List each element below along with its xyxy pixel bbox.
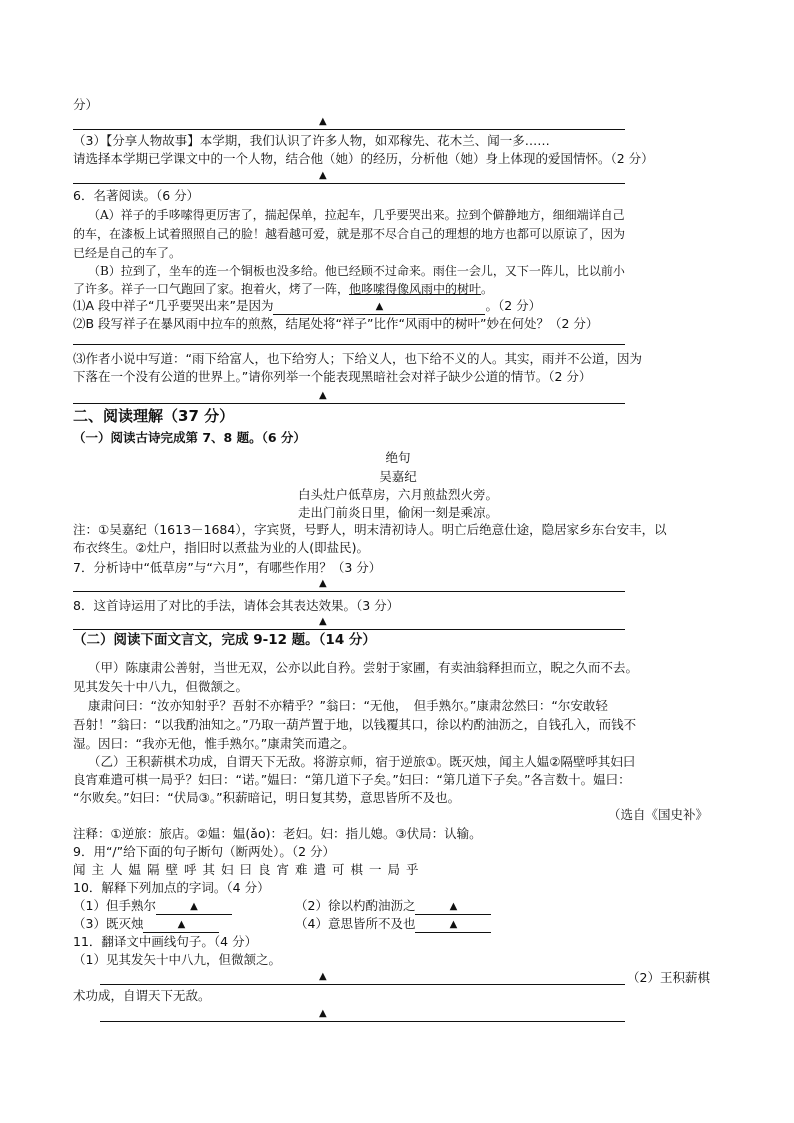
answer-line[interactable]: [73, 332, 625, 345]
poem-note: 布衣终生。②灶户，指旧时以煮盐为业的人(即盐民)。: [73, 540, 369, 555]
answer-marker: ▲: [319, 578, 327, 589]
passage-notes: 注释：①逆旅：旅店。②媪：媪(ǎo)：老妇。妇：指儿媳。③伏局：认输。: [73, 826, 482, 841]
question-10-2-stem: （2）徐以杓酌油沥之: [295, 898, 416, 913]
section-title: 二、阅读理解（37 分）: [73, 407, 235, 425]
answer-line[interactable]: [100, 972, 625, 985]
answer-marker: ▲: [319, 1008, 327, 1019]
excerpt-b-line: （B）拉到了，坐车的连一个铜板也没多给。他已经顾不过命来。雨住一会儿，又下一阵儿，比以前小: [88, 264, 625, 278]
question-11: 11．翻译文中画线句子。（4 分）: [73, 934, 258, 949]
passage-jia: 吾射！”翁曰：“以我酌油知之。”乃取一葫芦置于地，以钱覆其口，徐以杓酌油沥之，自钱孔入，而钱不: [73, 717, 637, 732]
question-6-1-score: 。（2 分）: [485, 298, 542, 313]
answer-line[interactable]: [100, 1009, 625, 1022]
answer-marker: ▲: [319, 971, 327, 982]
answer-marker: ▲: [319, 116, 327, 127]
excerpt-a-line: （A）祥子的手哆嗦得更厉害了，揣起保单，拉起车，几乎要哭出来。拉到个僻静地方，细细端详自己: [88, 208, 625, 222]
question-6-1-stem: ⑴A 段中祥子“几乎要哭出来”是因为: [73, 298, 274, 313]
question-7: 7．分析诗中“低草房”与“六月”，有哪些作用？（3 分）: [73, 560, 382, 575]
poem-line: 白头灶户低草房，六月煎盐烈火旁。: [297, 487, 498, 502]
excerpt-b-text: 。: [481, 282, 494, 296]
question-6-2: ⑵B 段写祥子在暴风雨中拉车的煎熬，结尾处将“祥子”比作“风雨中的树叶”妙在何处？（2 分）: [73, 316, 599, 331]
answer-blank[interactable]: ▲: [156, 900, 232, 915]
answer-blank[interactable]: ▲: [273, 300, 485, 315]
question-10-1: [73, 897, 232, 915]
answer-marker: ▲: [319, 390, 327, 401]
question-10-3-stem: （3）既灭烛: [73, 916, 144, 931]
question-9-sentence[interactable]: 闻主人媪隔壁呼其妇曰良宵难遣可棋一局乎: [73, 862, 425, 877]
passage-jia: 见其发矢十中八九，但微颔之。: [73, 679, 249, 694]
question-5-3: （3）【分享人物故事】本学期，我们认识了许多人物，如邓稼先、花木兰、闻一多……: [73, 133, 550, 148]
text-line: 分）: [73, 97, 99, 112]
question-10-2: [295, 897, 491, 915]
part-2-title: （二）阅读下面文言文，完成 9-12 题。（14 分）: [73, 632, 376, 648]
question-11-2-cont: 术功成，自谓天下无敌。: [73, 988, 211, 1003]
question-10-3: [73, 915, 219, 933]
question-10-4-stem: （4）意思皆所不及也: [295, 916, 416, 931]
answer-line[interactable]: [73, 117, 625, 130]
question-5-3-prompt: 请选择本学期已学课文中的一个人物，结合他（她）的经历，分析他（她）身上体现的爱国情怀。（2 分）: [73, 151, 654, 166]
passage-yi: 良宵难遣可棋一局乎？妇曰：“诺。”媪曰：“第几道下子矣。”妇曰：“第几道下子矣。”各言数十。媪曰：: [73, 772, 631, 787]
passage-jia: 湿。因曰：“我亦无他，惟手熟尔。”康肃笑而遣之。: [73, 736, 355, 751]
poem-note: 注：①吴嘉纪（1613－1684），字宾贤，号野人，明末清初诗人。明亡后绝意仕途，隐居家乡东台安丰，以: [73, 522, 667, 537]
answer-blank[interactable]: ▲: [415, 900, 491, 915]
question-6-3-cont: 下落在一个没有公道的世界上。”请你列举一个能表现黑暗社会对祥子缺少公道的情节。（2 分）: [73, 369, 592, 384]
excerpt-a-line: 的车，在漆板上试着照照自己的脸！越看越可爱，就是那不尽合自己的理想的地方也都可以原谅了，因为: [73, 227, 626, 241]
passage-yi: “尔败矣。”妇曰：“伏局③。”积薪暗记，明日复其势，意思皆所不及也。: [73, 790, 461, 805]
answer-blank[interactable]: ▲: [143, 918, 219, 933]
question-11-1: （1）见其发矢十中八九，但微颔之。: [73, 952, 281, 967]
passage-yi: （乙）王积薪棋术功成，自谓天下无敌。将游京师，宿于逆旅①。既灭烛，闻主人媪②隔壁呼其妇曰: [88, 754, 636, 769]
question-8: 8．这首诗运用了对比的手法，请体会其表达效果。（3 分）: [73, 598, 400, 613]
passage-jia: （甲）陈康肃公善射，当世无双，公亦以此自矜。尝射于家圃，有卖油翁释担而立，睨之久而不去。: [88, 660, 639, 675]
underlined-phrase: 他哆嗦得像风雨中的树叶: [349, 282, 482, 296]
question-6-1: [73, 297, 541, 315]
answer-line[interactable]: [73, 579, 625, 592]
question-10-1-stem: （1）但手熟尔: [73, 898, 156, 913]
question-10-4: [295, 915, 491, 933]
excerpt-b-text: 了许多。祥子一口气跑回了家。抱着火，烤了一阵，: [73, 282, 350, 296]
passage-jia: 康肃问曰：“汝亦知射乎？吾射不亦精乎？”翁曰：“无他， 但手熟尔。”康肃忿然曰：“尔安敢轻: [88, 698, 608, 713]
passage-source: （选自《国史补》: [608, 807, 709, 822]
question-9: 9．用“/”给下面的句子断句（断两处）。（2 分）: [73, 844, 336, 859]
poem-author: 吴嘉纪: [379, 469, 417, 484]
answer-line[interactable]: [73, 171, 625, 184]
part-1-title: （一）阅读古诗完成第 7、8 题。（6 分）: [73, 430, 306, 445]
answer-line[interactable]: [73, 617, 625, 630]
poem-title: 绝句: [385, 450, 411, 465]
answer-marker: ▲: [319, 170, 327, 181]
question-6-3: ⑶作者小说中写道：“雨下给富人，也下给穷人；下给义人，也下给不义的人。其实，雨并不公道，因为: [73, 351, 642, 366]
answer-blank[interactable]: ▲: [415, 918, 491, 933]
question-11-2: （2）王积薪棋: [627, 970, 710, 985]
poem-line: 走出门前炎日里，偷闲一刻是乘凉。: [297, 505, 498, 520]
excerpt-a-line: 已经是自己的车了。: [73, 246, 182, 260]
question-10: 10．解释下列加点的字词。（4 分）: [73, 880, 270, 895]
answer-line[interactable]: [73, 391, 625, 404]
question-6-title: 6．名著阅读。（6 分）: [73, 188, 200, 203]
excerpt-b-line: [73, 280, 493, 298]
answer-marker: ▲: [319, 616, 327, 627]
